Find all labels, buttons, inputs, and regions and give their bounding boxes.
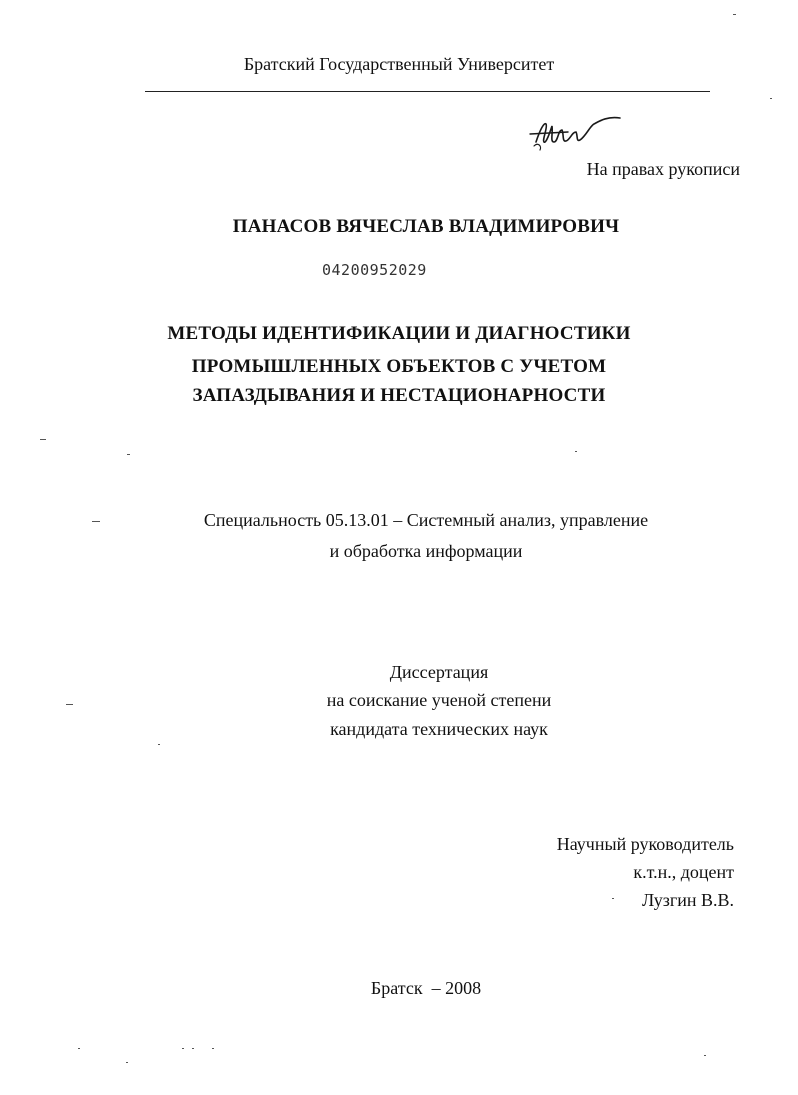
scan-speck <box>92 521 100 522</box>
scan-speck <box>78 1048 80 1049</box>
degree-line: кандидата технических наук <box>330 719 548 739</box>
thesis-title-line: МЕТОДЫ ИДЕНТИФИКАЦИИ И ДИАГНОСТИКИ <box>167 323 631 344</box>
supervisor-rank: к.т.н., доцент <box>633 862 734 882</box>
manuscript-note: На правах рукописи <box>586 159 740 179</box>
university-name: Братский Государственный Университет <box>243 54 555 74</box>
thesis-title-line: ПРОМЫШЛЕННЫХ ОБЪЕКТОВ С УЧЕТОМ <box>191 356 607 377</box>
degree-line: на соискание ученой степени <box>326 690 552 710</box>
catalog-number: 04200952029 <box>322 261 427 279</box>
scan-speck <box>66 704 73 705</box>
degree-line: Диссертация <box>389 662 489 682</box>
supervisor-role: Научный руководитель <box>556 834 734 854</box>
thesis-title-line: ЗАПАЗДЫВАНИЯ И НЕСТАЦИОНАРНОСТИ <box>192 385 606 406</box>
supervisor-name: Лузгин В.В. <box>641 890 734 910</box>
place-year: Братск – 2008 <box>370 978 482 998</box>
signature-image <box>528 112 628 156</box>
scan-speck <box>733 14 736 15</box>
scan-speck <box>40 439 46 440</box>
author-name: ПАНАСОВ ВЯЧЕСЛАВ ВЛАДИМИРОВИЧ <box>232 216 620 237</box>
scan-speck <box>212 1048 214 1049</box>
scan-speck <box>575 451 577 452</box>
specialty-line: и обработка информации <box>329 541 523 561</box>
scan-speck <box>770 98 772 99</box>
scan-speck <box>182 1048 184 1049</box>
scan-speck <box>612 898 614 899</box>
scan-speck <box>192 1048 194 1049</box>
specialty-line: Специальность 05.13.01 – Системный анализ, управление <box>203 510 649 530</box>
header-rule <box>145 91 710 92</box>
scan-speck <box>126 1062 128 1063</box>
scan-speck <box>704 1055 706 1056</box>
scan-speck <box>127 454 130 455</box>
scan-speck <box>158 744 160 745</box>
